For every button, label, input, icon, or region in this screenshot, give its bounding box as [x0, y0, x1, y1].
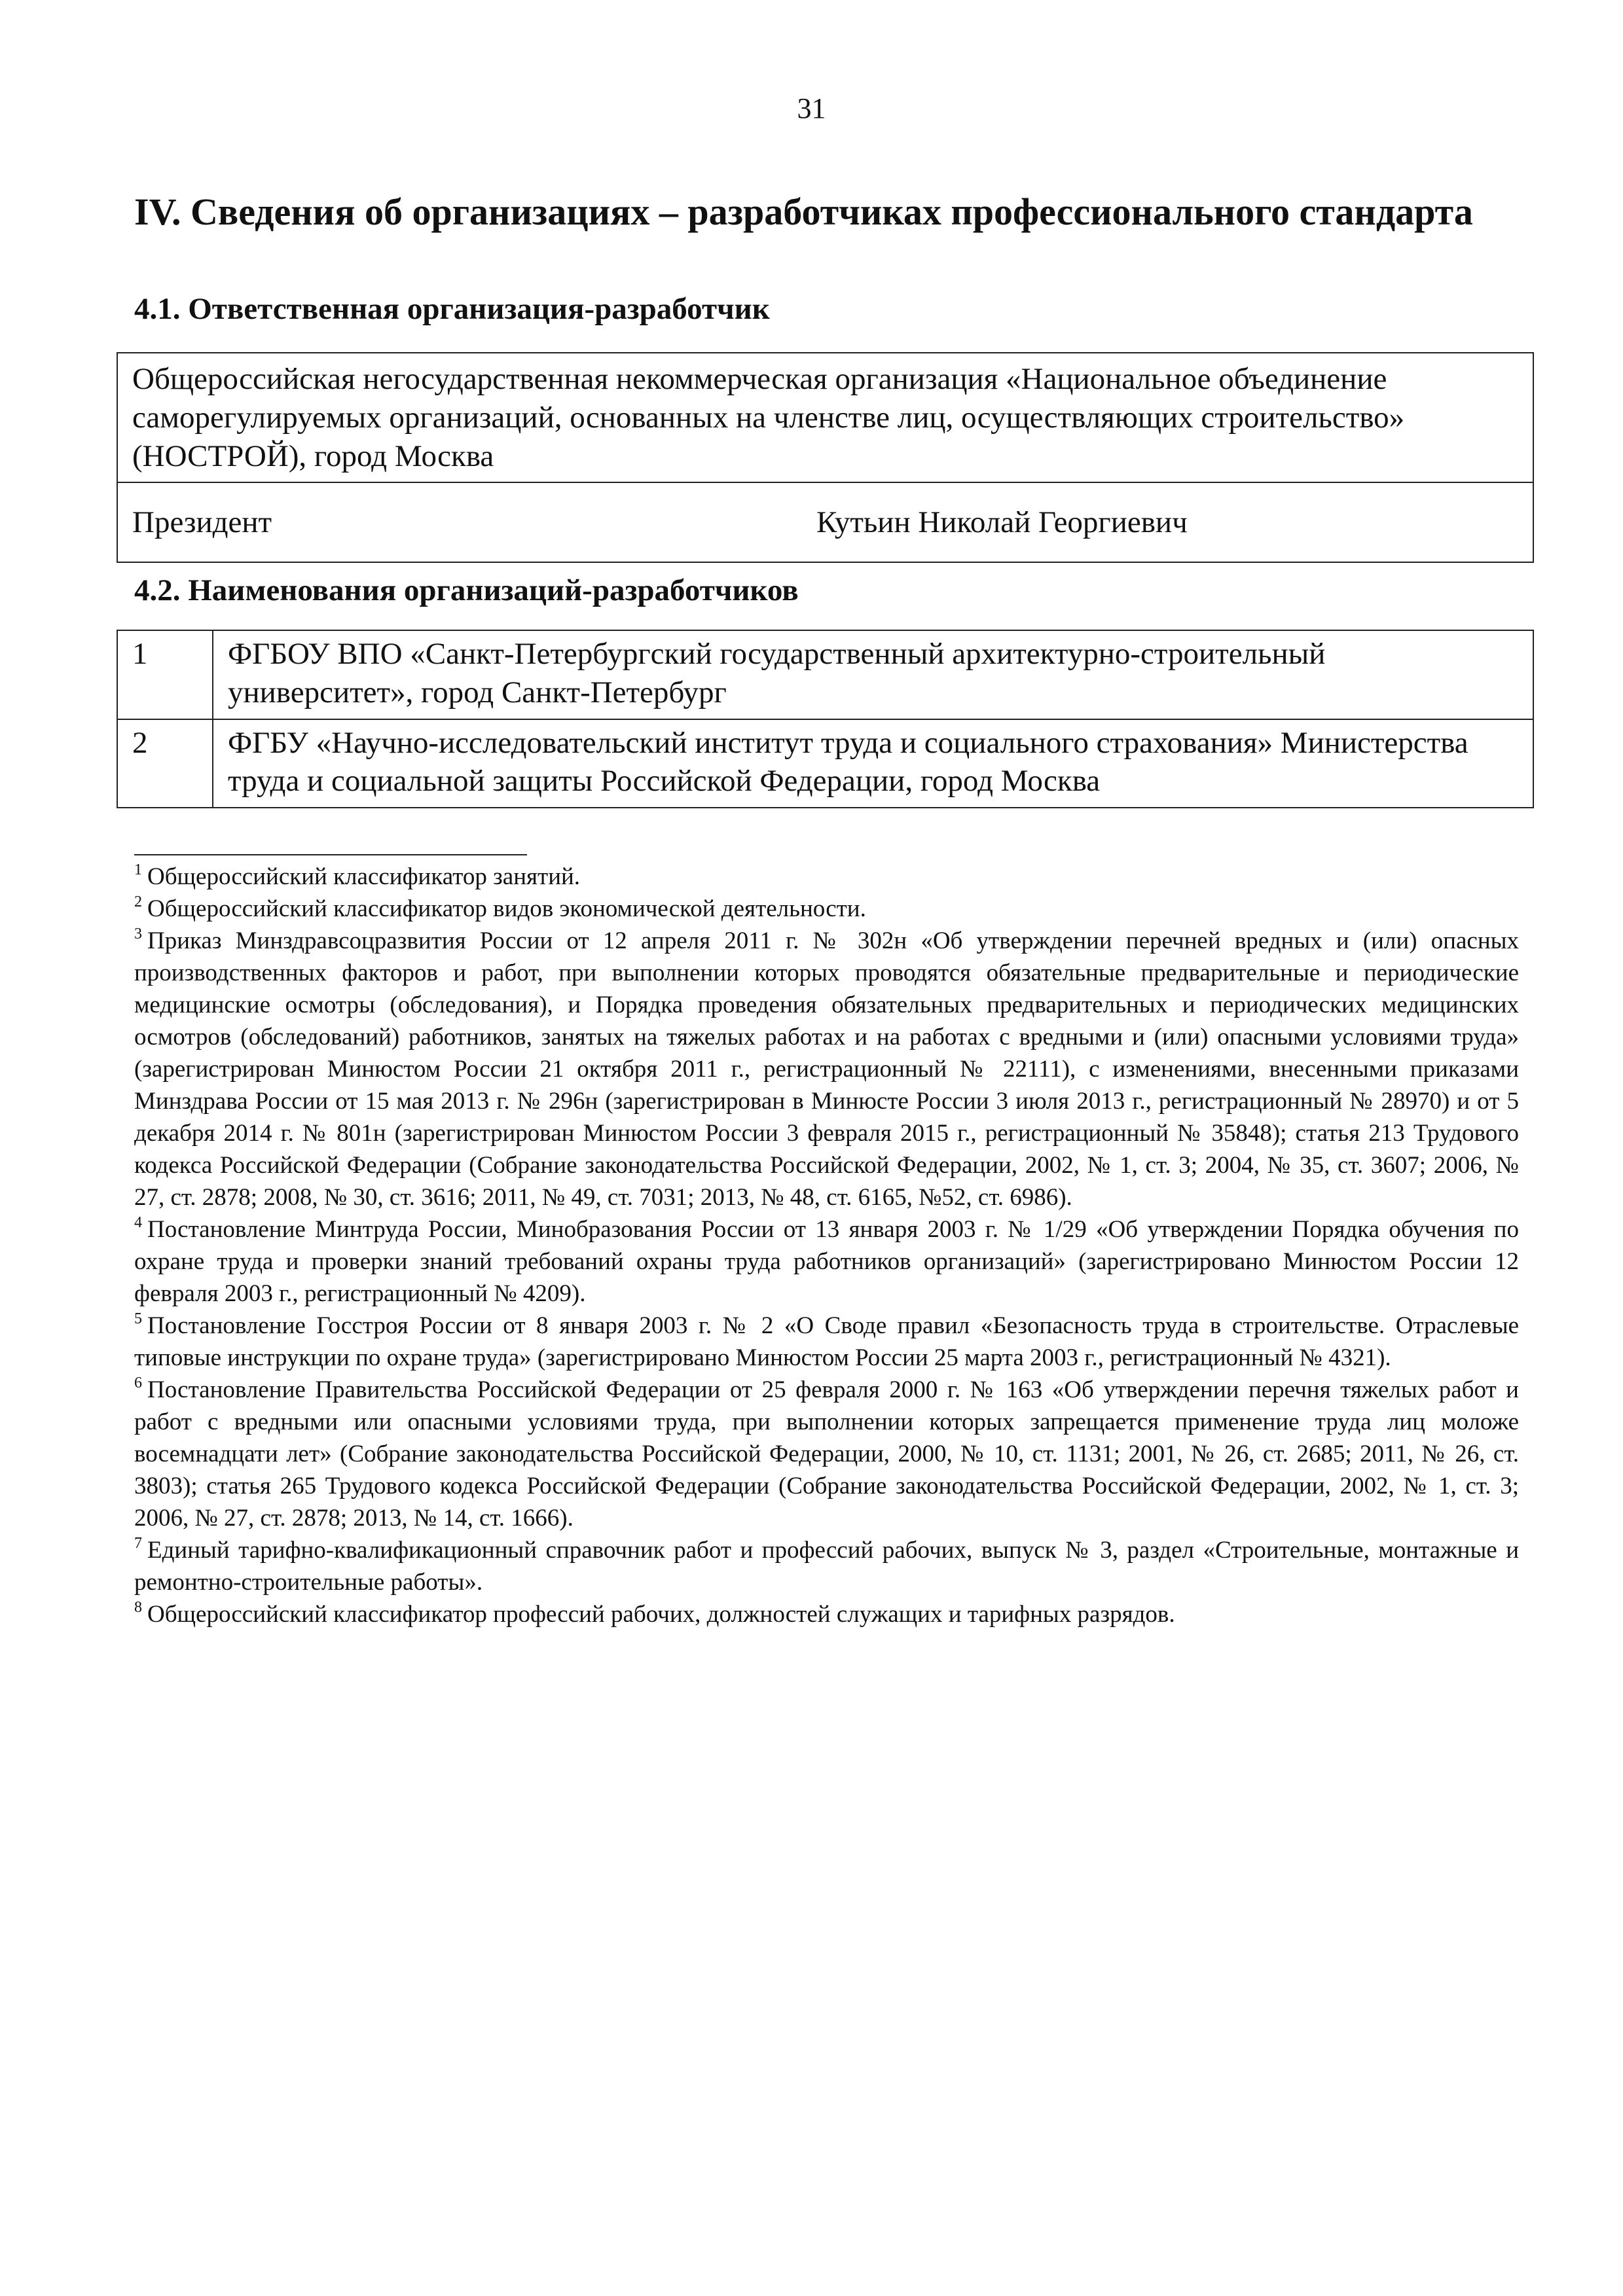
table-row	[117, 630, 1533, 719]
footnote	[134, 1598, 1519, 1630]
footnote	[134, 861, 1519, 893]
footnote	[134, 1310, 1519, 1374]
footnote-text: Общероссийский классификатор видов экономической деятельности.	[147, 895, 866, 922]
signature-cell	[117, 482, 1533, 562]
signatory-position: Президент	[132, 505, 272, 539]
footnote-text: Приказ Минздравсоцразвития России от 12 апреля 2011 г. № 302н «Об утверждении перечней вредных и (или) опасных производственных факторов и работ, при выполнении которых проводятся обязательные предварительные и периодические медицинские осмотры (обследования), и Порядка проведения обязательных предварительных и периодических медицинских осмотров (обследований) работников, занятых на тяжелых работах и на работах с вредными и (или) опасными условиями труда» (зарегистрирован Минюстом России 21 октября 2011 г., регистрационный № 22111), с изменениями, внесенными приказами Минздрава России от 15 мая 2013 г. № 296н (зарегистрирован в Минюсте России 3 июля 2013 г., регистрационный № 28970) и от 5 декабря 2014 г. № 801н (зарегистрирован Минюстом России 3 февраля 2015 г., регистрационный № 35848); статья 213 Трудового кодекса Российской Федерации (Собрание законодательства Российской Федерации, 2002, № 1, ст. 3; 2004, № 35, ст. 3607; 2006, № 27, ст. 2878; 2008, № 30, ст. 3616; 2011, № 49, ст. 7031; 2013, № 48, ст. 6165, №52, ст. 6986).	[134, 927, 1519, 1211]
table-row	[117, 482, 1533, 562]
footnote-mark: 4	[134, 1214, 142, 1231]
signatory-name: Кутьин Николай Георгиевич	[816, 505, 1188, 539]
footnote-mark: 3	[134, 925, 142, 942]
footnote	[134, 1374, 1519, 1534]
responsible-org-table	[117, 352, 1534, 563]
footnote-separator	[134, 854, 527, 855]
footnotes	[134, 861, 1519, 1630]
row-number: 2	[117, 719, 213, 808]
developer-orgs-table	[117, 630, 1534, 808]
table-row	[117, 353, 1533, 482]
footnote-mark: 2	[134, 893, 142, 910]
footnote-mark: 8	[134, 1599, 142, 1616]
footnote	[134, 1213, 1519, 1310]
responsible-org-name: Общероссийская негосударственная некоммерческая организация «Национальное объединение саморегулируемых организаций, основанных на членстве лиц, осуществляющих строительство» (НОСТРОЙ), город Москва	[117, 353, 1533, 482]
developer-orgs-heading: 4.2. Наименования организаций-разработчиков	[134, 573, 799, 607]
footnote-text: Единый тарифно-квалификационный справочник работ и профессий рабочих, выпуск № 3, раздел «Строительные, монтажные и ремонтно-строительные работы».	[134, 1537, 1519, 1596]
developer-org-name: ФГБОУ ВПО «Санкт-Петербургский государственный архитектурно-строительный университет», город Санкт-Петербург	[213, 630, 1533, 719]
footnote-text: Постановление Правительства Российской Федерации от 25 февраля 2000 г. № 163 «Об утверждении перечня тяжелых работ и работ с вредными или опасными условиями труда, при выполнении которых запрещается применение труда лиц моложе восемнадцати лет» (Собрание законодательства Российской Федерации, 2000, № 10, ст. 1131; 2001, № 26, ст. 2685; 2011, № 26, ст. 3803); статья 265 Трудового кодекса Российской Федерации (Собрание законодательства Российской Федерации, 2002, № 1, ст. 3; 2006, № 27, ст. 2878; 2013, № 14, ст. 1666).	[134, 1376, 1519, 1532]
section-title: IV. Сведения об организациях – разработчиках профессионального стандарта	[134, 190, 1473, 233]
footnote-mark: 1	[134, 861, 142, 878]
footnote-mark: 5	[134, 1310, 142, 1327]
footnote	[134, 1534, 1519, 1598]
footnote-mark: 6	[134, 1374, 142, 1391]
table-row	[117, 719, 1533, 808]
footnote-text: Постановление Минтруда России, Минобразования России от 13 января 2003 г. № 1/29 «Об утверждении Порядка обучения по охране труда и проверки знаний требований охраны труда работников организаций» (зарегистрировано Минюстом России 12 февраля 2003 г., регистрационный № 4209).	[134, 1216, 1519, 1307]
footnote-text: Общероссийский классификатор занятий.	[147, 863, 581, 890]
footnote	[134, 893, 1519, 925]
footnote-text: Общероссийский классификатор профессий рабочих, должностей служащих и тарифных разрядов.	[147, 1601, 1175, 1628]
footnote-mark: 7	[134, 1535, 142, 1552]
developer-org-name: ФГБУ «Научно-исследовательский институт труда и социального страхования» Министерства труда и социальной защиты Российской Федерации, город Москва	[213, 719, 1533, 808]
row-number: 1	[117, 630, 213, 719]
footnote	[134, 925, 1519, 1213]
page-number: 31	[797, 92, 826, 124]
signature-line	[132, 503, 1518, 542]
responsible-org-heading: 4.1. Ответственная организация-разработчик	[134, 292, 770, 326]
footnote-text: Постановление Госстроя России от 8 января 2003 г. № 2 «О Своде правил «Безопасность труда в строительстве. Отраслевые типовые инструкции по охране труда» (зарегистрировано Минюстом России 25 марта 2003 г., регистрационный № 4321).	[134, 1312, 1519, 1371]
